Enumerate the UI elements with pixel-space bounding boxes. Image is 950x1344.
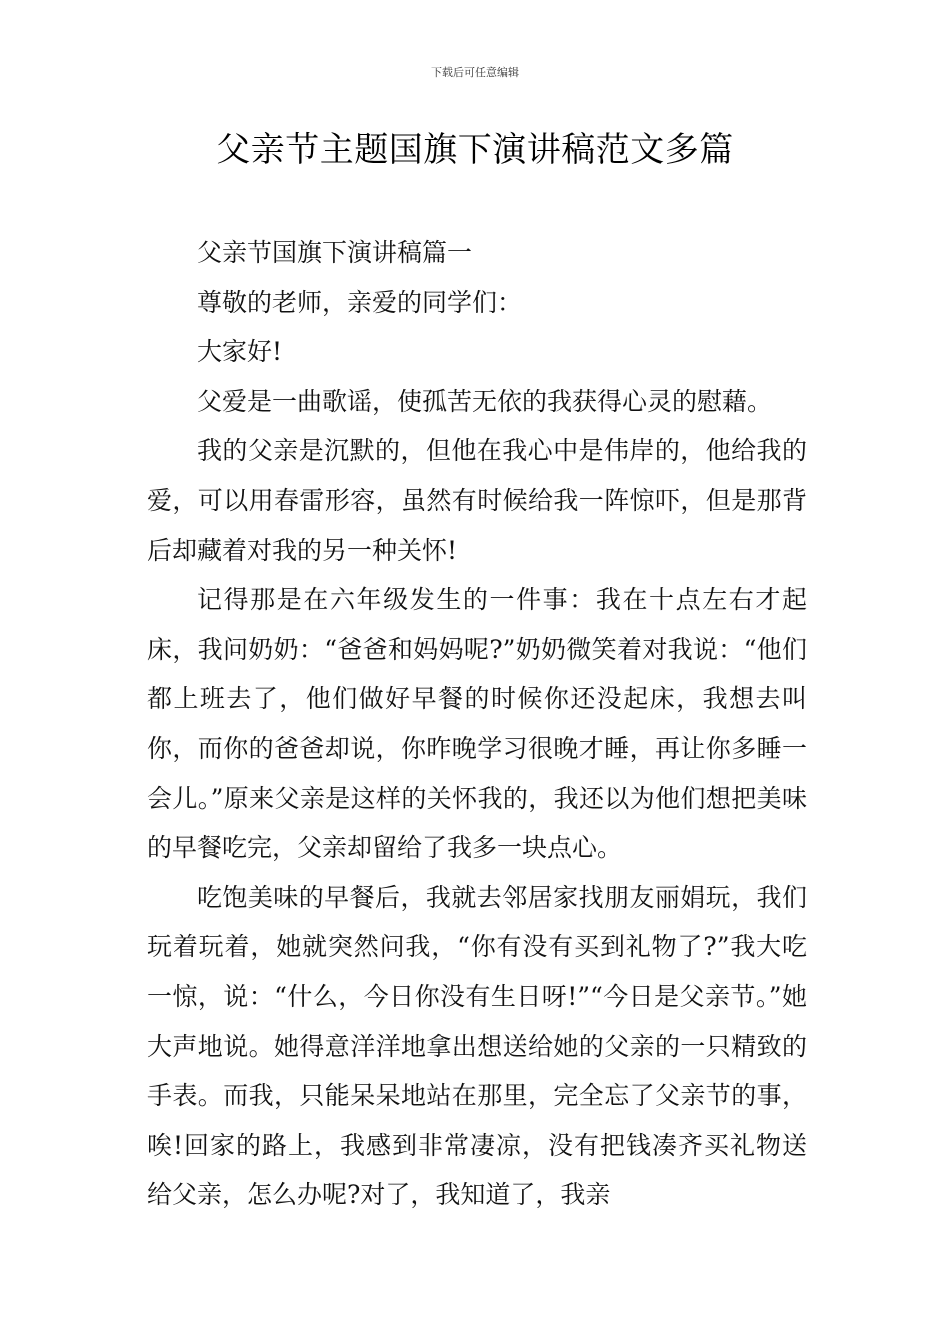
paragraph: 我的父亲是沉默的，但他在我心中是伟岸的，他给我的爱，可以用春雷形容，虽然有时候给我一阵惊吓，但是那背后却藏着对我的另一种关怀! (147, 436, 807, 565)
paragraph: 吃饱美味的早餐后，我就去邻居家找朋友丽娟玩，我们玩着玩着，她就突然问我，“你有没有买到礼物了?”我大吃一惊，说：“什么，今日你没有生日呀!”“今日是父亲节。”她大声地说。她得意洋洋地拿出想送给她的父亲的一只精致的手表。而我，只能呆呆地站在那里，完全忘了父亲节的事，唉!回家的路上，我感到非常凄凉，没有把钱凑齐买礼物送给父亲，怎么办呢?对了，我知道了，我亲 (147, 882, 807, 1210)
salutation: 尊敬的老师，亲爱的同学们： (197, 287, 523, 317)
paragraph: 记得那是在六年级发生的一件事：我在十点左右才起床，我问奶奶：“爸爸和妈妈呢?”奶奶微笑着对我说：“他们都上班去了，他们做好早餐的时候你还没起床，我想去叫你，而你的爸爸却说，你昨晚学习很晚才睡，再让你多睡一会儿。”原来父亲是这样的关怀我的，我还以为他们想把美味的早餐吃完，父亲却留给了我多一块点心。 (147, 585, 807, 863)
document-title: 父亲节主题国旗下演讲稿范文多篇 (216, 130, 734, 170)
section-heading: 父亲节国旗下演讲稿篇一 (197, 238, 473, 267)
document-body (147, 228, 807, 1220)
greeting: 大家好! (197, 337, 283, 367)
paragraph: 父爱是一曲歌谣，使孤苦无依的我获得心灵的慰藉。 (197, 386, 773, 416)
header-note: 下载后可任意编辑 (431, 66, 519, 79)
